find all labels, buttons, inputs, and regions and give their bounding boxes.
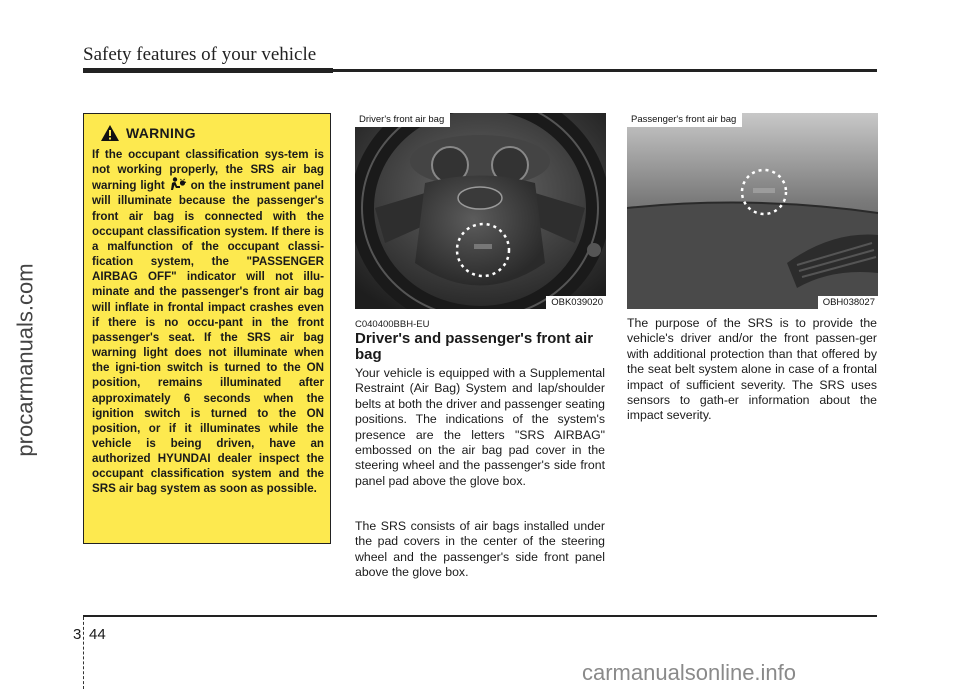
side-watermark-text: procarmanuals.com (13, 263, 38, 457)
passenger-airbag-photo (627, 113, 878, 309)
page-header-title: Safety features of your vehicle (83, 44, 317, 65)
warning-text-part-2: on the instrument panel will illuminate because the passenger's front air bag is connected with the occupant classification system. If there is a malfunction of the occupant classi-fication system, the "PASSENGER AIRBAG OFF" indicator will not illu-minate and the passenger's front air bag will inflate in frontal impact crashes even if there is no occu-pant in the front passenger's seat. If the SRS air bag warning light does not illuminate when the igni-tion switch is turned to the ON position, remains illuminated after approximately 6 seconds when the ignition switch is turned to the ON position, or if it illuminates while the vehicle is being driven, have an authorized HYUNDAI dealer inspect the occupant classification system and the SRS air bag system as soon as possible. (92, 179, 324, 496)
footer-rule (83, 615, 877, 617)
body-paragraph: The purpose of the SRS is to provide the vehicle's driver and/or the front passen-ger with additional protection than that offered by the seat belt system alone in case of a frontal impact of sufficient severity. The SRS uses sensors to gath-er information about the impact severity. (627, 316, 877, 423)
chapter-number: 3 (73, 626, 82, 643)
figure-caption: Passenger's front air bag (627, 113, 742, 127)
body-paragraph: Your vehicle is equipped with a Supplemental Restraint (Air Bag) System and lap/shoulder belts at both the driver and passenger seating positions. The indications of the system's presence are the letters "SRS AIRBAG" embossed on the air bag pad cover in the steering wheel and the passenger's side front panel pad above the glove box. (355, 366, 605, 488)
side-watermark (6, 150, 46, 570)
section-heading: Driver's and passenger's front air bag (355, 330, 594, 363)
airbag-warning-light-icon (169, 177, 187, 191)
warning-text (92, 147, 324, 497)
footer-divider (83, 617, 84, 689)
steering-wheel-illustration (355, 113, 606, 309)
figure-code: OBH038027 (818, 296, 878, 309)
dashboard-illustration (627, 113, 878, 309)
body-paragraph: The SRS consists of air bags installed under the pad covers in the center of the steering wheel and the passenger's side front panel above the glove box. (355, 519, 605, 580)
page-number: 44 (89, 626, 106, 643)
figure-code: OBK039020 (546, 296, 606, 309)
warning-box (83, 113, 331, 544)
header-rule (83, 69, 877, 72)
driver-airbag-photo (355, 113, 606, 309)
warning-text-part-1: If the occupant classification sys-tem is not working properly, the SRS air bag warning light (92, 148, 324, 193)
bottom-watermark: carmanualsonline.info (582, 660, 797, 685)
warning-header (92, 124, 324, 142)
warning-title: WARNING (126, 125, 196, 141)
warning-triangle-icon (100, 124, 120, 142)
figure-caption: Driver's front air bag (355, 113, 450, 127)
section-code: C040400BBH-EU (355, 319, 430, 330)
